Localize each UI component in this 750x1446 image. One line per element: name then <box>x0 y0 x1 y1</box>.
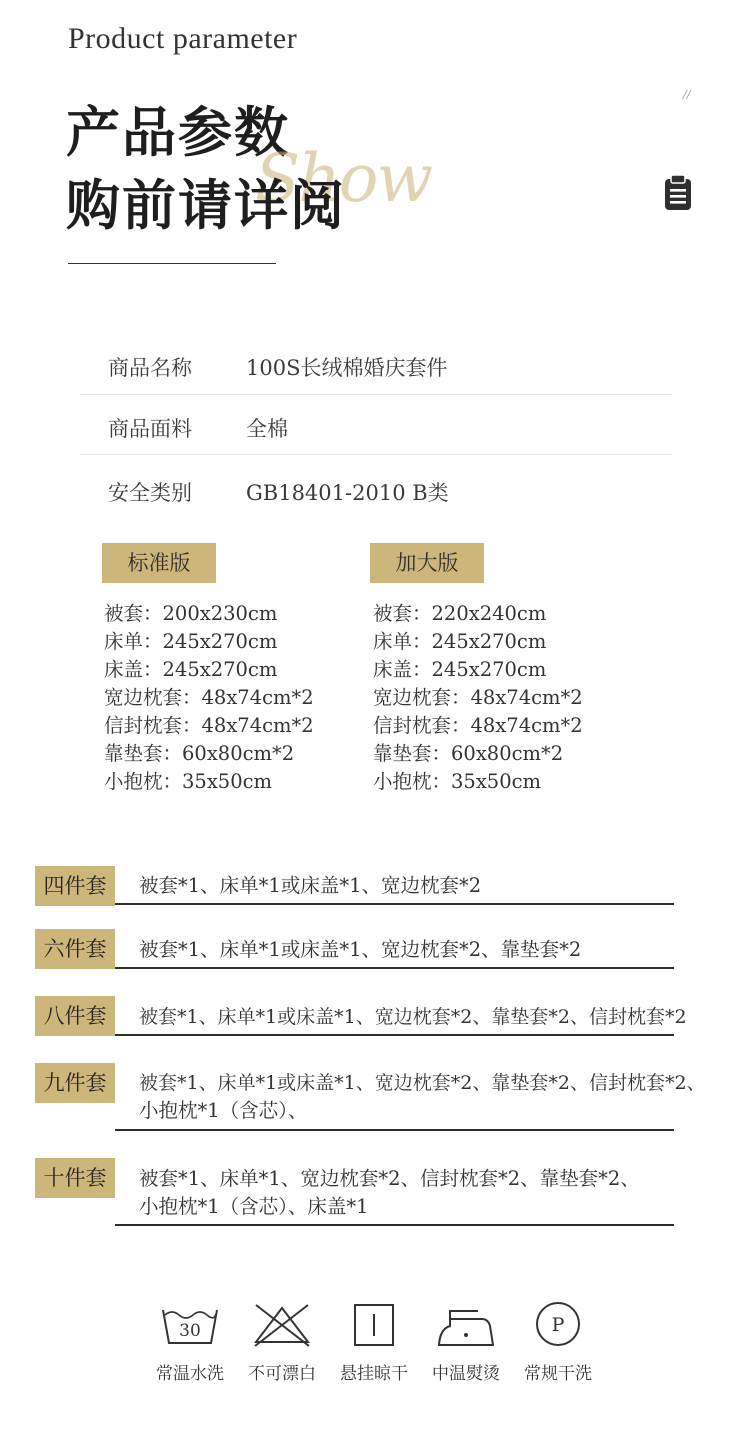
care-label: 中温熨烫 <box>432 1364 500 1384</box>
set-underline <box>115 1129 674 1131</box>
set-contents: 被套*1、床单*1或床盖*1、宽边枕套*2、靠垫套*2、信封枕套*2 <box>139 1006 687 1028</box>
no-bleach-icon <box>252 1302 312 1348</box>
set-underline <box>115 1034 674 1036</box>
spec-line: 被套：220x240cm <box>373 602 547 625</box>
param-value: 全棉 <box>246 417 288 441</box>
large-version-badge: 加大版 <box>370 543 484 583</box>
spec-line: 靠垫套：60x80cm*2 <box>373 742 564 765</box>
set-badge-10: 十件套 <box>35 1158 115 1198</box>
param-row-fabric <box>80 395 672 455</box>
title-underline <box>68 263 276 264</box>
spec-line: 被套：200x230cm <box>104 602 278 625</box>
set-badge-9: 九件套 <box>35 1063 115 1103</box>
spec-line: 床盖：245x270cm <box>104 658 278 681</box>
decorative-slash: // <box>683 88 691 101</box>
spec-line: 信封枕套：48x74cm*2 <box>373 714 583 737</box>
care-label: 不可漂白 <box>248 1364 316 1384</box>
show-script-watermark: Show <box>255 140 431 217</box>
large-spec-list <box>373 600 583 796</box>
spec-line: 床盖：245x270cm <box>373 658 547 681</box>
set-badge-6: 六件套 <box>35 929 115 969</box>
care-label: 常规干洗 <box>524 1364 592 1384</box>
dry-clean-letter: P <box>551 1314 565 1336</box>
chinese-title-line-1: 产品参数 <box>66 101 290 164</box>
set-badge-4: 四件套 <box>35 866 115 906</box>
clipboard-icon <box>660 174 696 212</box>
param-key: 商品名称 <box>108 356 192 380</box>
spec-line: 宽边枕套：48x74cm*2 <box>373 686 583 709</box>
param-row-safety <box>80 459 672 519</box>
set-underline <box>115 967 674 969</box>
set-badge-8: 八件套 <box>35 996 115 1036</box>
param-key: 安全类别 <box>108 481 192 505</box>
wash-30-icon <box>160 1302 220 1348</box>
english-title: Product parameter <box>68 22 298 55</box>
set-contents: 小抱枕*1（含芯）、床盖*1 <box>139 1195 369 1218</box>
param-value: 100S长绒棉婚庆套件 <box>246 356 448 380</box>
param-divider <box>80 454 672 455</box>
dry-clean-p-icon <box>528 1300 588 1346</box>
chinese-title-line-2: 购前请详阅 <box>66 174 346 237</box>
care-label: 悬挂晾干 <box>340 1364 408 1384</box>
spec-line: 信封枕套：48x74cm*2 <box>104 714 314 737</box>
set-contents: 小抱枕*1（含芯）、 <box>139 1099 308 1122</box>
spec-line: 靠垫套：60x80cm*2 <box>104 742 295 765</box>
set-underline <box>115 1224 674 1226</box>
care-label: 常温水洗 <box>156 1364 224 1384</box>
spec-line: 床单：245x270cm <box>373 630 547 653</box>
set-contents: 被套*1、床单*1或床盖*1、宽边枕套*2、靠垫套*2 <box>139 938 582 961</box>
set-underline <box>115 903 674 905</box>
hang-dry-icon <box>344 1302 404 1348</box>
standard-spec-list <box>104 600 314 796</box>
spec-line: 宽边枕套：48x74cm*2 <box>104 686 314 709</box>
standard-version-badge: 标准版 <box>102 543 216 583</box>
spec-line: 小抱枕：35x50cm <box>104 770 273 793</box>
iron-medium-icon <box>436 1302 496 1348</box>
set-contents: 被套*1、床单*1、宽边枕套*2、信封枕套*2、靠垫套*2、 <box>139 1167 640 1190</box>
spec-line: 床单：245x270cm <box>104 630 278 653</box>
set-contents: 被套*1、床单*1或床盖*1、宽边枕套*2 <box>139 874 482 897</box>
spec-line: 小抱枕：35x50cm <box>373 770 542 793</box>
param-key: 商品面料 <box>108 417 192 441</box>
set-contents: 被套*1、床单*1或床盖*1、宽边枕套*2、靠垫套*2、信封枕套*2、 <box>139 1072 706 1094</box>
wash-temp-text: 30 <box>179 1321 201 1341</box>
param-value: GB18401-2010 B类 <box>246 481 449 505</box>
param-row-name <box>80 334 672 394</box>
